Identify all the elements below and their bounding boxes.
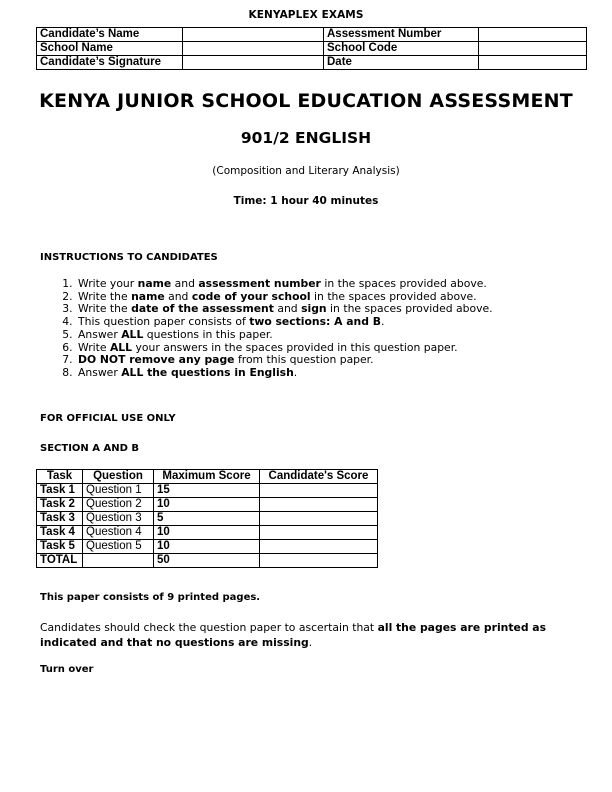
info-entry-field[interactable]	[479, 56, 587, 70]
info-entry-field[interactable]	[183, 28, 324, 42]
question-cell: Question 4	[83, 526, 154, 540]
info-label: Assessment Number	[324, 28, 479, 42]
max-score-cell: 10	[154, 540, 260, 554]
info-label: School Code	[324, 42, 479, 56]
scores-body	[37, 484, 378, 568]
info-entry-field[interactable]	[183, 42, 324, 56]
info-row	[37, 42, 587, 56]
text-run: Write the	[78, 289, 132, 303]
exam-body-header: KENYAPLEX EXAMS	[248, 9, 364, 21]
text-run: and	[273, 302, 302, 316]
max-score-cell: 10	[154, 498, 260, 512]
paper-subtitle: (Composition and Literary Analysis)	[212, 165, 400, 177]
bold-text-run: ALL	[121, 327, 144, 341]
bold-text-run: two sections: A and B	[249, 315, 381, 329]
scores-row	[37, 540, 378, 554]
bold-text-run: all the pages are printed as indicated and that no questions are missing	[40, 621, 547, 649]
bold-text-run: code of your school	[191, 289, 311, 303]
time-allowed: Time: 1 hour 40 minutes	[233, 195, 379, 207]
bold-text-run: ALL the questions in English	[121, 365, 294, 379]
text-run: .	[380, 315, 385, 329]
text-run: in the spaces provided above.	[310, 289, 477, 303]
question-cell	[83, 554, 154, 568]
text-run: questions in this paper.	[143, 327, 273, 341]
turn-over-note: Turn over	[40, 664, 94, 675]
task-cell: Task 1	[37, 484, 83, 498]
bold-text-run: sign	[301, 302, 327, 316]
section-heading: SECTION A AND B	[40, 443, 139, 454]
info-label: Candidate’s Signature	[37, 56, 183, 70]
text-run: in the spaces provided above.	[320, 277, 487, 290]
instructions-heading: INSTRUCTIONS TO CANDIDATES	[40, 252, 218, 263]
bold-text-run: date of the assessment	[131, 302, 274, 316]
text-run: from this question paper.	[234, 353, 374, 367]
max-score-cell: 15	[154, 484, 260, 498]
scores-row	[37, 484, 378, 498]
max-score-cell: 50	[154, 554, 260, 568]
info-entry-field[interactable]	[479, 28, 587, 42]
candidate-info-body	[37, 28, 587, 70]
candidate-score-cell[interactable]	[260, 554, 378, 568]
info-row	[37, 56, 587, 70]
text-run: in the spaces provided above.	[326, 302, 493, 316]
header-max-score: Maximum Score	[154, 470, 260, 484]
printed-pages-note: This paper consists of 9 printed pages.	[40, 592, 261, 603]
text-run: .	[308, 636, 313, 649]
max-score-cell: 5	[154, 512, 260, 526]
info-entry-field[interactable]	[479, 42, 587, 56]
info-label: Date	[324, 56, 479, 70]
text-run: and	[171, 277, 199, 290]
bold-text-run: name	[131, 289, 165, 303]
scores-row	[37, 512, 378, 526]
text-run: Write the	[78, 302, 132, 316]
text-run: Write your	[78, 277, 138, 290]
task-cell: TOTAL	[37, 554, 83, 568]
task-cell: Task 4	[37, 526, 83, 540]
candidate-score-cell[interactable]	[260, 484, 378, 498]
text-run: Answer	[78, 365, 122, 379]
bold-text-run: DO NOT remove any page	[78, 353, 235, 367]
task-cell: Task 3	[37, 512, 83, 526]
candidate-score-cell[interactable]	[260, 498, 378, 512]
question-cell: Question 3	[83, 512, 154, 526]
question-cell: Question 2	[83, 498, 154, 512]
header-question: Question	[83, 470, 154, 484]
text-run: your answers in the spaces provided in this question paper.	[132, 340, 458, 354]
question-cell: Question 5	[83, 540, 154, 554]
text-run: Candidates should check the question paper to ascertain that	[40, 621, 378, 634]
instruction-item	[76, 367, 596, 380]
paper-code-title: 901/2 ENGLISH	[240, 129, 372, 147]
text-run: Answer	[78, 327, 122, 341]
candidate-score-cell[interactable]	[260, 540, 378, 554]
assessment-title: KENYA JUNIOR SCHOOL EDUCATION ASSESSMENT	[39, 90, 573, 112]
task-cell: Task 5	[37, 540, 83, 554]
bold-text-run: name	[137, 277, 172, 290]
task-cell: Task 2	[37, 498, 83, 512]
info-entry-field[interactable]	[183, 56, 324, 70]
info-row	[37, 28, 587, 42]
candidate-score-cell[interactable]	[260, 526, 378, 540]
info-label: School Name	[37, 42, 183, 56]
scores-header-row	[37, 470, 378, 484]
info-label: Candidate’s Name	[37, 28, 183, 42]
bold-text-run: ALL	[109, 340, 133, 354]
scores-table	[36, 469, 378, 568]
scores-row	[37, 498, 378, 512]
text-run: This question paper consists of	[78, 315, 250, 329]
bold-text-run: assessment number	[198, 277, 321, 290]
candidate-info-table	[36, 27, 587, 70]
question-cell: Question 1	[83, 484, 154, 498]
candidate-score-cell[interactable]	[260, 512, 378, 526]
max-score-cell: 10	[154, 526, 260, 540]
header-task: Task	[37, 470, 83, 484]
text-run: .	[293, 365, 298, 379]
scores-row	[37, 554, 378, 568]
check-pages-note	[40, 620, 580, 650]
text-run: and	[164, 289, 192, 303]
text-run: Write	[78, 340, 110, 354]
official-use-heading: FOR OFFICIAL USE ONLY	[40, 413, 176, 424]
scores-row	[37, 526, 378, 540]
header-candidate-score: Candidate's Score	[260, 470, 378, 484]
instructions-list	[40, 278, 596, 380]
